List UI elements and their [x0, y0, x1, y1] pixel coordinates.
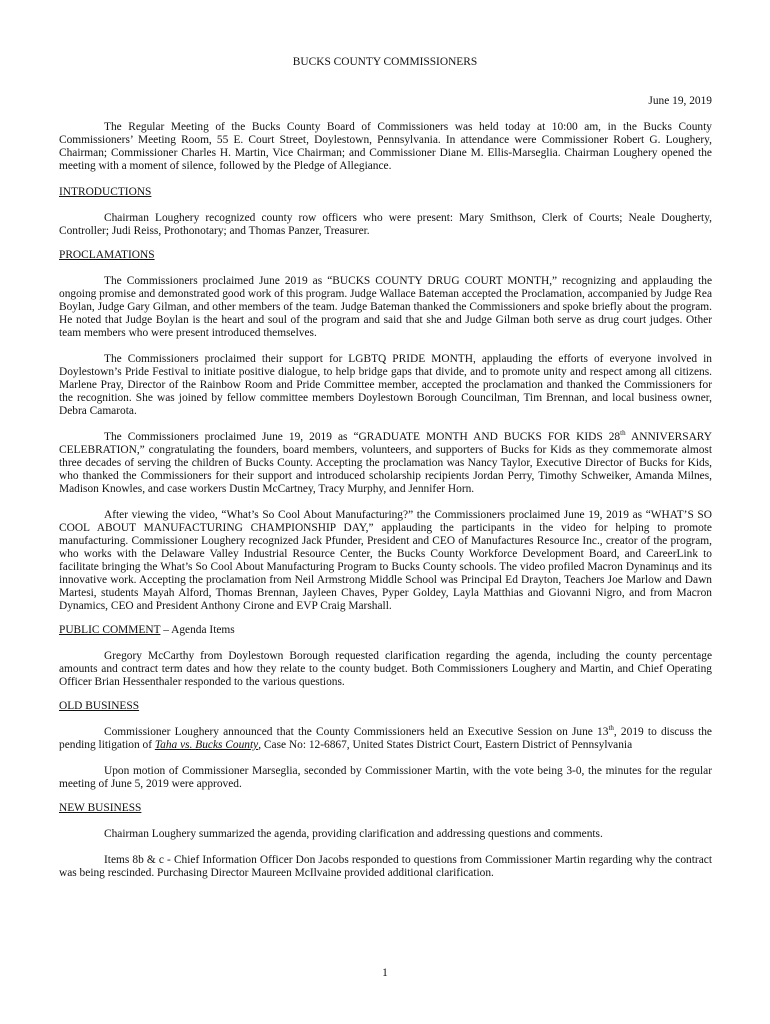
old-business-heading: OLD BUSINESS [59, 700, 140, 712]
new-business-section [59, 802, 712, 815]
public-comment-heading: PUBLIC COMMENT [59, 624, 161, 636]
executive-session-text-middle: , 2019 to discuss the pending litigation of [59, 726, 712, 751]
meeting-date: June 19, 2019 [648, 95, 712, 107]
executive-session-text-start: Commissioner Loughery announced that the County Commissioners held an Executive Session on June 13 [104, 726, 609, 738]
new-business-heading: NEW BUSINESS [59, 802, 142, 814]
intro-paragraph: The Regular Meeting of the Bucks County Board of Commissioners was held today at 10:00 am, in the Bucks County Commissioners’ Meeting Room, 55 E. Court Street, Doylestown, Pennsylvania. In attendance were Commissioner Robert G. Loughery, Chairman; Commissioner Charles H. Martin, Vice Chairman; and Commissioner Diane M. Ellis-Marseglia. Chairman Loughery opened the meeting with a moment of silence, followed by the Pledge of Allegiance. [59, 121, 712, 172]
introductions-section [59, 186, 712, 199]
public-comment-heading-suffix: – Agenda Items [160, 624, 235, 636]
old-business-section [59, 700, 712, 713]
page-number: 1 [382, 967, 388, 979]
proclamation-manufacturing: After viewing the video, “What’s So Cool About Manufacturing?” the Commissioners proclaimed June 19, 2019 as “WHAT’S SO COOL ABOUT MANUFACTURING CHAMPIONSHIP DAY,” applauding the participants in the video for helping to promote manufacturing. Commissioner Loughery recognized Jack Pfunder, President and CEO of Manufactures Resource Inc., creator of the program, who works with the Delaware Valley Industrial Resource Center, the Bucks County Workforce Development Board, and CareerLink to facilitate bringing the What’s So Cool About Manufacturing Program to Bucks County schools. The video profiled Macron Dynaminцs and its innovative work. Accepting the proclamation from Neil Armstrong Middle School was Principal Ed Drayton, Teachers Joe Marlow and Dawn Martesi, students Mayah Alford, Thomas Brennan, Jayleen Chaves, Pyper Goldey, Layla Matthias and Giovanni Nigro, and from Macron Dynamics, CEO and President Anthony Cirone and EVP Craig Marshall. [59, 509, 712, 612]
introductions-heading: INTRODUCTIONS [59, 186, 152, 198]
bucks-for-kids-text-end: ANNIVERSARY CELEBRATION,” congratulating the founders, board members, volunteers, and supporters of Bucks for Kids as they commemorate almost three decades of serving the children of Bucks County. Accepting the proclamation was Nancy Taylor, Executive Director of Bucks for Kids, who thanked the Commissioners for their support and introduced scholarship recipients Jordan Perry, Timothy Schweiker, Amanda Milnes, Madison Knowles, and case workers Dustin McCartney, Tracy Murphy, and Jennifer Horn. [59, 431, 712, 495]
proclamations-heading: PROCLAMATIONS [59, 249, 155, 261]
introductions-paragraph: Chairman Loughery recognized county row officers who were present: Mary Smithson, Clerk of Courts; Neale Dougherty, Controller; Judi Reiss, Prothonotary; and Thomas Panzer, Treasurer. [59, 212, 712, 237]
ordinal-suffix: th [608, 724, 614, 733]
proclamation-pride-month: The Commissioners proclaimed their support for LGBTQ PRIDE MONTH, applauding the efforts of everyone involved in Doylestown’s Pride Festival to initiate positive dialogue, to help bridge gaps that divide, and to promote unity and respect among all citizens. Marlene Pray, Director of the Rainbow Room and Pride Committee member, accepted the proclamation and thanked the Commissioners for the recognition. She was joined by fellow committee members Doylestown Borough Councilman, Tim Brennan, and local business owner, Debra Camarota. [59, 353, 712, 417]
document-title: BUCKS COUNTY COMMISSIONERS [292, 56, 478, 68]
proclamation-bucks-for-kids [59, 431, 712, 496]
minutes-approval-paragraph: Upon motion of Commissioner Marseglia, seconded by Commissioner Martin, with the vote being 3-0, the minutes for the regular meeting of June 5, 2019 were approved. [59, 765, 712, 790]
case-name: Taha vs. Bucks County [154, 739, 259, 751]
bucks-for-kids-text-start: The Commissioners proclaimed June 19, 2019 as “GRADUATE MONTH AND BUCKS FOR KIDS 28 [104, 431, 621, 443]
minutes-body [59, 121, 712, 880]
executive-session-text-end: , Case No: 12-6867, United States District Court, Eastern District of Pennsylvania [258, 739, 633, 751]
proclamations-section [59, 249, 712, 262]
ordinal-suffix: th [620, 429, 626, 438]
proclamation-drug-court: The Commissioners proclaimed June 2019 as “BUCKS COUNTY DRUG COURT MONTH,” recognizing and applauding the ongoing promise and demonstrated good work of this program. Judge Wallace Bateman accepted the Proclamation, accompanied by Judge Rea Boylan, Judge Gary Gilman, and other members of the team. Judge Bateman thanked the Commissioners and spoke briefly about the program. He noted that Judge Boylan is the heart and soul of the program and said that she and Judge Gilman both serve as drug court judges. Other team members who were present introduced themselves. [59, 275, 713, 339]
items-8bc-paragraph: Items 8b & c - Chief Information Officer Don Jacobs responded to questions from Commissioner Martin regarding why the contract was being rescinded. Purchasing Director Maureen McIlvaine provided additional clarification. [59, 854, 712, 879]
executive-session-paragraph [59, 726, 712, 752]
public-comment-paragraph: Gregory McCarthy from Doylestown Borough requested clarification regarding the agenda, including the county percentage amounts and contract term dates and how they relate to the county budget. Both Commissioners Loughery and Martin, and Chief Operating Officer Brian Hessenthaler responded to the various questions. [59, 650, 712, 688]
agenda-summary-paragraph: Chairman Loughery summarized the agenda, providing clarification and addressing questions and comments. [104, 828, 603, 840]
public-comment-section [59, 624, 712, 637]
